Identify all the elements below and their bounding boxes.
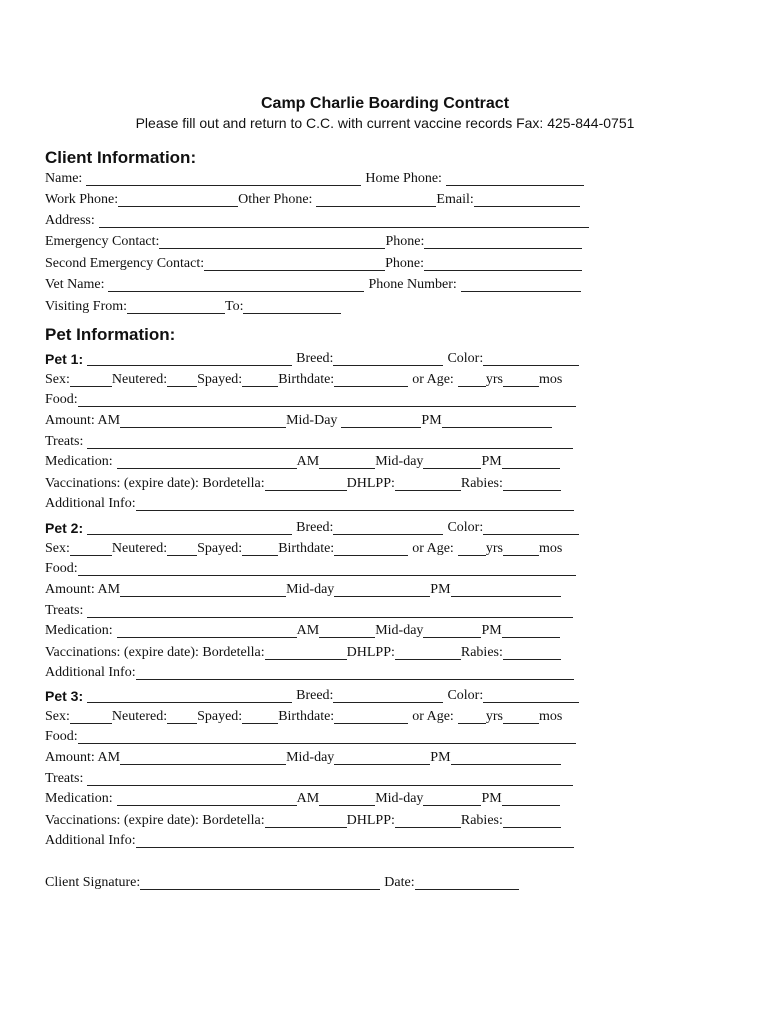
bordetella-field[interactable]: [265, 476, 347, 491]
treats-field[interactable]: [87, 434, 573, 449]
rabies-field[interactable]: [503, 476, 561, 491]
neutered-label: Neutered:: [111, 709, 168, 724]
pet-name-field[interactable]: [87, 351, 292, 366]
additional-info-label: Additional Info:: [45, 496, 136, 511]
client-name-row: [45, 170, 725, 191]
treats-label: Treats:: [45, 771, 84, 786]
medication-field[interactable]: [117, 791, 297, 806]
spayed-field[interactable]: [242, 541, 278, 556]
additional-info-field[interactable]: [136, 665, 574, 680]
visiting-row: [45, 298, 725, 319]
vet-name-label: Vet Name:: [45, 277, 105, 292]
vet-name-field[interactable]: [108, 277, 364, 292]
amount-am-label: Amount: AM: [45, 582, 121, 597]
dhlpp-field[interactable]: [395, 645, 461, 660]
food-label: Food:: [45, 392, 78, 407]
vet-phone-label: Phone Number:: [368, 277, 457, 292]
sex-row: [45, 371, 725, 392]
dhlpp-label: DHLPP:: [346, 813, 395, 828]
pet-name-field[interactable]: [87, 688, 292, 703]
or-age-label: or Age:: [412, 372, 454, 387]
name-field[interactable]: [86, 171, 361, 186]
rabies-field[interactable]: [503, 813, 561, 828]
medication-label: Medication:: [45, 791, 113, 806]
midday-label: Mid-day: [286, 750, 335, 765]
color-label: Color:: [447, 688, 484, 703]
breed-field[interactable]: [333, 520, 443, 535]
rabies-label: Rabies:: [460, 813, 503, 828]
sex-field[interactable]: [70, 372, 112, 387]
home-phone-field[interactable]: [446, 171, 584, 186]
email-field[interactable]: [474, 192, 580, 207]
home-phone-label: Home Phone:: [365, 171, 442, 186]
med-midday-field[interactable]: [423, 791, 481, 806]
spayed-label: Spayed:: [197, 372, 243, 387]
client-address-row: [45, 212, 725, 233]
amount-midday-field[interactable]: [334, 582, 430, 597]
mos-label: mos: [538, 709, 563, 724]
pet-name-field[interactable]: [87, 520, 292, 535]
sex-label: Sex:: [45, 709, 70, 724]
or-age-label: or Age:: [412, 541, 454, 556]
additional-info-row: [45, 664, 725, 685]
food-field[interactable]: [78, 561, 576, 576]
pet-header-row: [45, 687, 725, 708]
client-phones-row: [45, 191, 725, 212]
amount-am-field[interactable]: [120, 582, 286, 597]
second-emergency-row: [45, 255, 725, 276]
years-field[interactable]: [458, 541, 486, 556]
visiting-to-field[interactable]: [243, 299, 341, 314]
medication-label: Medication:: [45, 623, 113, 638]
med-midday-label: Mid-day: [375, 454, 424, 469]
spayed-label: Spayed:: [197, 541, 243, 556]
second-emergency-phone-label: Phone:: [385, 256, 425, 271]
breed-label: Breed:: [296, 688, 334, 703]
dhlpp-field[interactable]: [395, 476, 461, 491]
additional-info-field[interactable]: [136, 496, 574, 511]
color-label: Color:: [447, 520, 484, 535]
neutered-field[interactable]: [167, 372, 197, 387]
vaccinations-row: [45, 644, 725, 665]
med-pm-label: PM: [481, 454, 502, 469]
food-row: [45, 728, 725, 749]
visiting-from-field[interactable]: [127, 299, 225, 314]
amount-pm-field[interactable]: [451, 582, 561, 597]
name-label: Name:: [45, 171, 83, 186]
med-pm-field[interactable]: [502, 454, 560, 469]
pet-label: Pet 3:: [45, 688, 84, 704]
amount-pm-field[interactable]: [442, 413, 552, 428]
pet-label: Pet 1:: [45, 351, 84, 367]
vet-phone-field[interactable]: [461, 277, 581, 292]
neutered-field[interactable]: [167, 541, 197, 556]
years-field[interactable]: [458, 372, 486, 387]
years-field[interactable]: [458, 709, 486, 724]
vet-row: [45, 276, 725, 297]
amount-midday-field[interactable]: [341, 413, 421, 428]
other-phone-field[interactable]: [316, 192, 436, 207]
vaccinations-row: [45, 475, 725, 496]
treats-row: [45, 770, 725, 791]
signature-row: [45, 874, 725, 895]
spayed-field[interactable]: [242, 372, 278, 387]
birthdate-field[interactable]: [334, 541, 408, 556]
treats-field[interactable]: [87, 771, 573, 786]
sex-row: [45, 708, 725, 729]
treats-field[interactable]: [87, 603, 573, 618]
visiting-to-label: To:: [225, 299, 244, 314]
treats-label: Treats:: [45, 603, 84, 618]
address-label: Address:: [45, 213, 95, 228]
color-field[interactable]: [483, 688, 579, 703]
amount-am-label: Amount: AM: [45, 750, 121, 765]
yrs-label: yrs: [485, 709, 503, 724]
additional-info-field[interactable]: [136, 833, 574, 848]
other-phone-label: Other Phone:: [238, 192, 313, 207]
date-label: Date:: [384, 875, 415, 890]
pet-label: Pet 2:: [45, 520, 84, 536]
midday-label: Mid-Day: [286, 413, 338, 428]
breed-label: Breed:: [296, 520, 334, 535]
pet-header-row: [45, 350, 725, 371]
amount-am-field[interactable]: [120, 750, 286, 765]
vaccinations-label: Vaccinations: (expire date): Bordetella:: [45, 813, 265, 828]
months-field[interactable]: [503, 372, 539, 387]
page-subtitle: Please fill out and return to C.C. with current vaccine records Fax: 425-844-0751: [135, 115, 635, 131]
med-pm-field[interactable]: [502, 623, 560, 638]
mos-label: mos: [538, 372, 563, 387]
color-field[interactable]: [483, 520, 579, 535]
amount-am-field[interactable]: [120, 413, 286, 428]
med-am-field[interactable]: [319, 454, 375, 469]
birthdate-label: Birthdate:: [278, 541, 335, 556]
mos-label: mos: [538, 541, 563, 556]
address-field[interactable]: [99, 213, 589, 228]
medication-label: Medication:: [45, 454, 113, 469]
med-am-label: AM: [296, 623, 320, 638]
emergency-contact-row: [45, 233, 725, 254]
sex-row: [45, 540, 725, 561]
work-phone-field[interactable]: [118, 192, 238, 207]
food-row: [45, 391, 725, 412]
pm-label: PM: [430, 582, 451, 597]
emergency-phone-field[interactable]: [424, 234, 582, 249]
med-midday-label: Mid-day: [375, 791, 424, 806]
emergency-phone-label: Phone:: [385, 234, 425, 249]
med-midday-label: Mid-day: [375, 623, 424, 638]
spayed-field[interactable]: [242, 709, 278, 724]
bordetella-field[interactable]: [265, 813, 347, 828]
food-label: Food:: [45, 729, 78, 744]
medication-field[interactable]: [117, 454, 297, 469]
visiting-from-label: Visiting From:: [45, 299, 128, 314]
med-midday-field[interactable]: [423, 623, 481, 638]
vaccinations-label: Vaccinations: (expire date): Bordetella:: [45, 476, 265, 491]
color-label: Color:: [447, 351, 484, 366]
date-field[interactable]: [415, 875, 519, 890]
yrs-label: yrs: [485, 372, 503, 387]
med-am-field[interactable]: [319, 623, 375, 638]
rabies-label: Rabies:: [460, 645, 503, 660]
dhlpp-field[interactable]: [395, 813, 461, 828]
rabies-field[interactable]: [503, 645, 561, 660]
sex-field[interactable]: [70, 709, 112, 724]
neutered-label: Neutered:: [111, 541, 168, 556]
treats-row: [45, 602, 725, 623]
email-label: Email:: [436, 192, 474, 207]
pm-label: PM: [421, 413, 442, 428]
sex-label: Sex:: [45, 372, 70, 387]
months-field[interactable]: [503, 541, 539, 556]
sex-field[interactable]: [70, 541, 112, 556]
emergency-contact-label: Emergency Contact:: [45, 234, 160, 249]
food-field[interactable]: [78, 392, 576, 407]
birthdate-label: Birthdate:: [278, 709, 335, 724]
midday-label: Mid-day: [286, 582, 335, 597]
amount-pm-field[interactable]: [451, 750, 561, 765]
second-emergency-field[interactable]: [204, 256, 385, 271]
dhlpp-label: DHLPP:: [346, 645, 395, 660]
amount-row: [45, 749, 725, 770]
breed-field[interactable]: [333, 688, 443, 703]
birthdate-field[interactable]: [334, 372, 408, 387]
breed-label: Breed:: [296, 351, 334, 366]
additional-info-label: Additional Info:: [45, 833, 136, 848]
page-title: Camp Charlie Boarding Contract: [260, 95, 510, 112]
bordetella-field[interactable]: [265, 645, 347, 660]
medication-row: [45, 453, 725, 474]
med-midday-field[interactable]: [423, 454, 481, 469]
med-pm-label: PM: [481, 791, 502, 806]
second-emergency-label: Second Emergency Contact:: [45, 256, 205, 271]
birthdate-label: Birthdate:: [278, 372, 335, 387]
food-field[interactable]: [78, 729, 576, 744]
client-signature-label: Client Signature:: [45, 875, 141, 890]
medication-field[interactable]: [117, 623, 297, 638]
spayed-label: Spayed:: [197, 709, 243, 724]
med-am-label: AM: [296, 454, 320, 469]
yrs-label: yrs: [485, 541, 503, 556]
additional-info-label: Additional Info:: [45, 665, 136, 680]
food-row: [45, 560, 725, 581]
or-age-label: or Age:: [412, 709, 454, 724]
client-info-heading: Client Information:: [45, 148, 197, 167]
amount-am-label: Amount: AM: [45, 413, 121, 428]
neutered-field[interactable]: [167, 709, 197, 724]
medication-row: [45, 622, 725, 643]
emergency-contact-field[interactable]: [159, 234, 385, 249]
med-am-field[interactable]: [319, 791, 375, 806]
neutered-label: Neutered:: [111, 372, 168, 387]
vaccinations-label: Vaccinations: (expire date): Bordetella:: [45, 645, 265, 660]
treats-label: Treats:: [45, 434, 84, 449]
additional-info-row: [45, 832, 725, 853]
pet-header-row: [45, 519, 725, 540]
treats-row: [45, 433, 725, 454]
amount-row: [45, 412, 725, 433]
dhlpp-label: DHLPP:: [346, 476, 395, 491]
second-emergency-phone-field[interactable]: [424, 256, 582, 271]
client-signature-field[interactable]: [140, 875, 380, 890]
med-am-label: AM: [296, 791, 320, 806]
birthdate-field[interactable]: [334, 709, 408, 724]
rabies-label: Rabies:: [460, 476, 503, 491]
vaccinations-row: [45, 812, 725, 833]
additional-info-row: [45, 495, 725, 516]
amount-midday-field[interactable]: [334, 750, 430, 765]
work-phone-label: Work Phone:: [45, 192, 119, 207]
food-label: Food:: [45, 561, 78, 576]
med-pm-label: PM: [481, 623, 502, 638]
pet-info-heading: Pet Information:: [45, 325, 176, 344]
breed-field[interactable]: [333, 351, 443, 366]
pm-label: PM: [430, 750, 451, 765]
med-pm-field[interactable]: [502, 791, 560, 806]
amount-row: [45, 581, 725, 602]
medication-row: [45, 790, 725, 811]
color-field[interactable]: [483, 351, 579, 366]
months-field[interactable]: [503, 709, 539, 724]
sex-label: Sex:: [45, 541, 70, 556]
